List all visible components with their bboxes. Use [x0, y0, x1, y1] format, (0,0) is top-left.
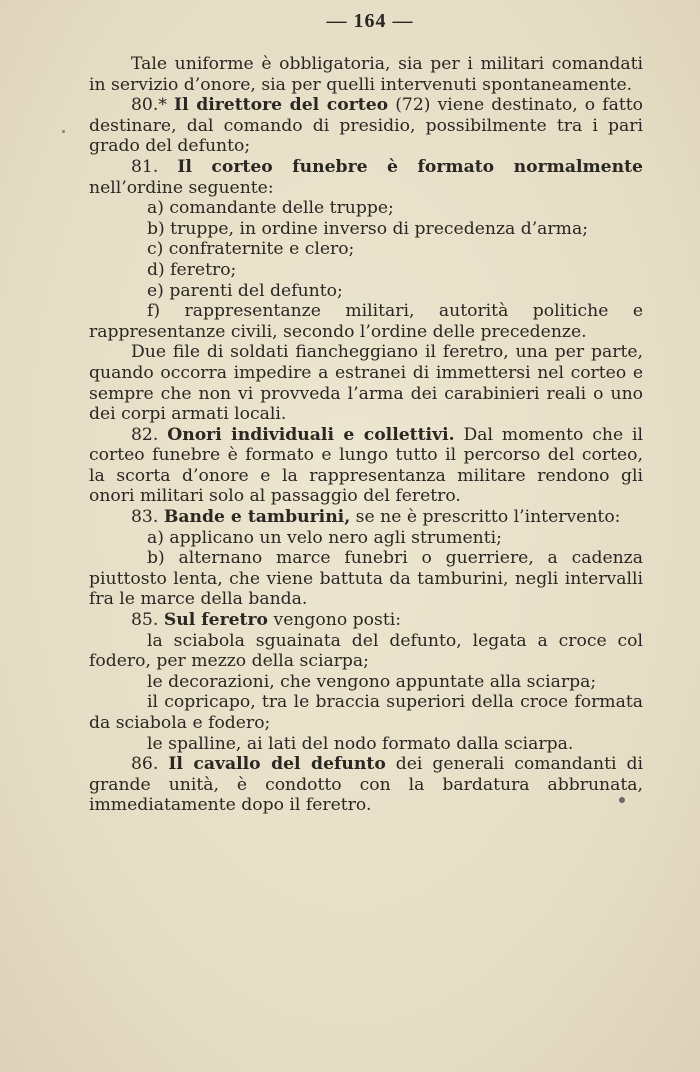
paragraph: [89, 692, 643, 733]
article-number: 82.: [131, 424, 159, 445]
article-number: 80.*: [131, 95, 167, 116]
paragraph-text: dei generali comandanti di grande unità, è condotto con la bardatura abbrunata, immediatamente dopo il feretro.: [89, 754, 643, 816]
print-speck: [62, 130, 65, 133]
paragraph: [89, 95, 643, 157]
paragraph-text: (72) viene destinato, o fatto destinare, dal comando di presidio, possibilmente tra i pari grado del defunto;: [89, 95, 643, 157]
paragraph-text: la sciabola sguainata del defunto, legata a croce col fodero, per mezzo della sciarpa;: [89, 630, 643, 672]
paragraph-text: a) comandante delle truppe;: [147, 198, 394, 219]
paragraph-text: f) rappresentanze militari, autorità politiche e rappresentanze civili, secondo l’ordine delle precedenze.: [89, 301, 643, 342]
paragraph: [89, 610, 643, 631]
paragraph: [89, 260, 643, 281]
paragraph-text: a) applicano un velo nero agli strumenti;: [147, 527, 502, 548]
paragraph-text: nell’ordine seguente:: [89, 177, 274, 198]
paragraph-text: b) truppe, in ordine inverso di precedenza d’arma;: [147, 218, 588, 239]
paragraph-text: se ne è prescritto l’intervento:: [350, 507, 621, 528]
paragraph-text: c) confraternite e clero;: [147, 239, 355, 260]
paragraph: [89, 157, 643, 198]
paragraph: [89, 507, 643, 528]
article-number: 86.: [131, 754, 159, 775]
body-text: [89, 54, 643, 816]
article-heading: Il direttore del corteo: [174, 95, 389, 116]
paragraph: [89, 54, 643, 95]
paragraph: [89, 734, 643, 755]
paragraph: [89, 219, 643, 240]
paragraph-text: d) feretro;: [147, 259, 237, 280]
ink-spot: [619, 797, 625, 803]
paragraph: [89, 631, 643, 672]
paragraph-text: Dal momento che il corteo funebre è formato e lungo tutto il percorso del corteo, la scorta d’onore e la rappresentanza militare rendono gli onori militari solo al passaggio del feretro.: [89, 424, 644, 507]
article-heading: Bande e tamburini,: [163, 507, 351, 528]
paragraph: [89, 281, 643, 302]
article-number: 81.: [131, 156, 159, 177]
paragraph: [89, 528, 643, 549]
paragraph-text: le spalline, ai lati del nodo formato dalla sciarpa.: [147, 733, 574, 754]
article-heading: Onori individuali e collettivi.: [167, 424, 455, 445]
paragraph: [89, 239, 643, 260]
paragraph-text: b) alternano marce funebri o guerriere, a cadenza piuttosto lenta, che viene battuta da tamburini, negli intervalli fra le marce della banda.: [89, 548, 643, 610]
paragraph: [89, 342, 643, 424]
article-number: 85.: [131, 610, 159, 631]
article-number: 83.: [131, 507, 159, 528]
article-heading: Sul feretro: [163, 610, 269, 631]
paragraph: [89, 301, 643, 342]
paragraph-text: e) parenti del defunto;: [147, 280, 343, 301]
paragraph: [89, 198, 643, 219]
article-heading: Il corteo funebre è formato normalmente: [177, 156, 643, 177]
page-number: — 164 —: [326, 10, 414, 32]
paragraph: [89, 548, 643, 610]
paragraph-text: il copricapo, tra le braccia superiori della croce formata da sciabola e fodero;: [89, 692, 643, 733]
paragraph-text: Due file di soldati fiancheggiano il feretro, una per parte, quando occorra impedire a estranei di immettersi nel corteo e sempre che non vi provveda l’arma dei carabinieri reali o uno dei corpi armati locali.: [89, 342, 643, 425]
paragraph: [89, 754, 643, 816]
paragraph-text: Tale uniforme è obbligatoria, sia per i militari comandati in servizio d’onore, sia per quelli intervenuti spontaneamente.: [89, 54, 643, 95]
paragraph-text: vengono posti:: [268, 610, 402, 631]
paragraph: [89, 425, 643, 507]
paragraph: [89, 672, 643, 693]
article-heading: Il cavallo del defunto: [168, 754, 386, 775]
paragraph-text: le decorazioni, che vengono appuntate alla sciarpa;: [147, 671, 597, 692]
